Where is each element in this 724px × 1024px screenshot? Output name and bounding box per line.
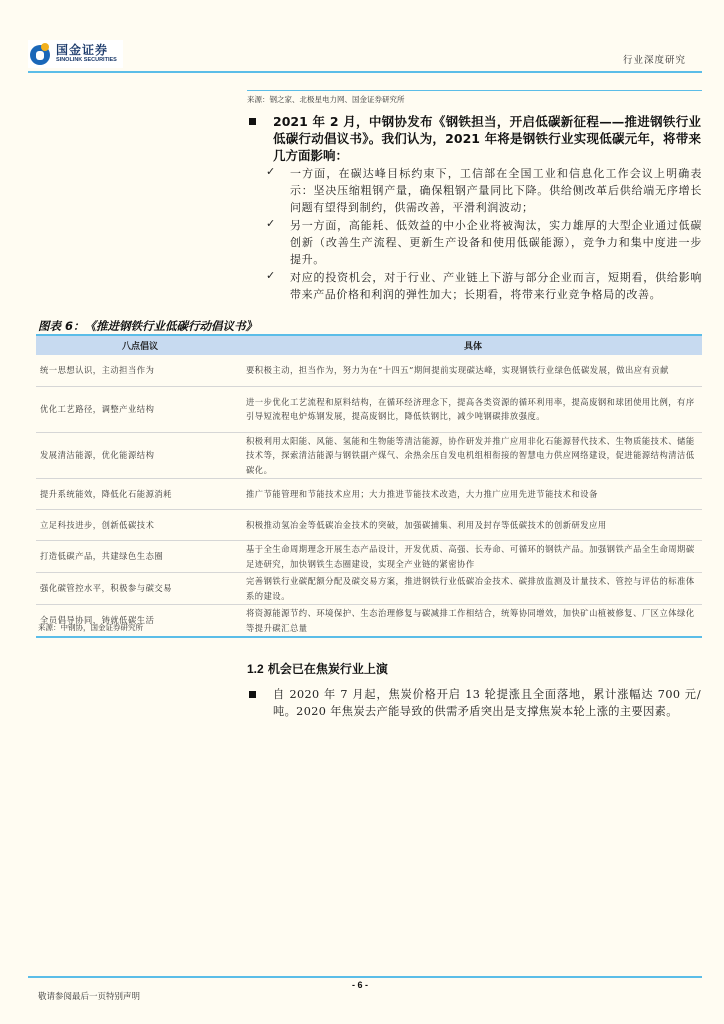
page-header: [28, 40, 694, 70]
company-logo: [28, 40, 123, 68]
checkmark-icon: ✓: [266, 165, 276, 178]
initiative-cell: 提升系统能效，降低化石能源消耗: [36, 479, 244, 510]
initiative-cell: 发展清洁能源，优化能源结构: [36, 432, 244, 479]
square-bullet-icon: [249, 691, 256, 698]
details-cell: 推广节能管理和节能技术应用；大力推进节能技术改造，大力推广应用先进节能技术和设备: [244, 479, 702, 510]
footer-divider: [28, 976, 702, 978]
intro-bullet: [249, 113, 701, 164]
initiative-cell: 立足科技进步，创新低碳技术: [36, 510, 244, 541]
check-item-1: [266, 165, 702, 216]
section-bullet: [249, 686, 701, 720]
square-bullet-icon: [249, 118, 256, 125]
table-row: [36, 432, 702, 479]
table-row: [36, 510, 702, 541]
page-number: - 6 -: [352, 980, 369, 990]
check-item-2: [266, 217, 702, 268]
details-cell: 将资源能源节约、环境保护、生态治理修复与碳减排工作相结合，统筹协同增效，加快矿山植被修复、厂区立体绿化等提升碳汇总量: [244, 605, 702, 638]
initiative-cell: 全员倡导协同，铸就低碳生活: [36, 605, 244, 638]
section-title: 机会已在焦炭行业上演: [267, 662, 388, 676]
section-heading: [247, 660, 388, 677]
checkmark-icon: ✓: [266, 217, 276, 230]
logo-chinese-name: 国金证券: [56, 43, 109, 58]
column-header-initiative: 八点倡议: [36, 336, 244, 355]
previous-figure-source: 来源：钢之家、北极星电力网、国金证券研究所: [247, 95, 405, 104]
initiative-cell: 统一思想认识，主动担当作为: [36, 355, 244, 386]
logo-icon: [30, 43, 52, 65]
section-number: 1.2: [247, 662, 264, 676]
check-item-text: 另一方面，高能耗、低效益的中小企业将被淘汰，实力雄厚的大型企业通过低碳创新（改善生产流程、更新生产设备和使用低碳能源），竞争力和集中度进一步提升。: [290, 219, 702, 266]
details-cell: 积极利用太阳能、风能、氢能和生物能等清洁能源，协作研发并推广应用非化石能源替代技术、生物质能技术、储能技术等，探索清洁能源与钢铁副产煤气、余热余压自发电机组相衔接的智慧电力供应网络建设，促进能源结构清洁低碳化。: [244, 432, 702, 479]
check-item-text: 一方面，在碳达峰目标约束下，工信部在全国工业和信息化工作会议上明确表示：坚决压缩粗钢产量，确保粗钢产量同比下降。供给侧改革后供给端无序增长问题有望得到制约，供需改善，平滑利润波动；: [290, 167, 702, 214]
initiative-table: [36, 336, 702, 638]
checkmark-icon: ✓: [266, 269, 276, 282]
table-row: [36, 386, 702, 432]
details-cell: 要积极主动，担当作为，努力为在“十四五”期间提前实现碳达峰，实现钢铁行业绿色低碳发展，做出应有贡献: [244, 355, 702, 386]
details-cell: 完善钢铁行业碳配额分配及碳交易方案，推进钢铁行业低碳冶金技术、碳排放监测及计量技术、管控与评估的标准体系的建设。: [244, 573, 702, 605]
table-header-row: [36, 336, 702, 355]
table-row: [36, 573, 702, 605]
initiative-cell: 优化工艺路径，调整产业结构: [36, 386, 244, 432]
initiative-cell: 打造低碳产品，共建绿色生态圈: [36, 541, 244, 573]
intro-bullet-text: 2021 年 2 月，中钢协发布《钢铁担当，开启低碳新征程——推进钢铁行业低碳行动倡议书》。我们认为，2021 年将是钢铁行业实现低碳元年，将带来几方面影响：: [273, 114, 701, 163]
initiative-cell: 强化碳管控水平，积极参与碳交易: [36, 573, 244, 605]
figure-source: 来源：中钢协，国金证券研究所: [38, 623, 143, 632]
check-item-3: [266, 269, 702, 303]
table-row: [36, 541, 702, 573]
table-row: [36, 479, 702, 510]
table-row: [36, 355, 702, 386]
footer-disclaimer: 敬请参阅最后一页特别声明: [38, 992, 141, 1002]
section-bullet-text: 自 2020 年 7 月起，焦炭价格开启 13 轮提涨且全面落地，累计涨幅达 700 元/吨。2020 年焦炭去产能导致的供需矛盾突出是支撑焦炭本轮上涨的主要因素。: [273, 688, 701, 718]
figure-title: 图表 6：《推进钢铁行业低碳行动倡议书》: [38, 319, 258, 333]
logo-english-name: SINOLINK SECURITIES: [56, 57, 117, 64]
header-divider: [28, 71, 702, 73]
details-cell: 积极推动氢冶金等低碳冶金技术的突破，加强碳捕集、利用及封存等低碳技术的创新研发应用: [244, 510, 702, 541]
details-cell: 进一步优化工艺流程和原料结构，在循环经济理念下，提高各类资源的循环利用率，提高废钢和球团使用比例，有序引导短流程电炉炼钢发展，提高废钢比，降低铁钢比，减少吨钢碳排放强度。: [244, 386, 702, 432]
report-type-label: 行业深度研究: [622, 55, 686, 66]
check-item-text: 对应的投资机会，对于行业、产业链上下游与部分企业而言，短期看，供给影响带来产品价格和利润的弹性加大；长期看，将带来行业竞争格局的改善。: [290, 271, 702, 301]
figure-bottom-rule: [247, 90, 702, 91]
details-cell: 基于全生命周期理念开展生态产品设计，开发优质、高强、长寿命、可循环的钢铁产品。加强钢铁产品全生命周期碳足迹研究，加快钢铁生态圈建设，实现全产业链的紧密协作: [244, 541, 702, 573]
column-header-details: 具体: [244, 336, 702, 355]
